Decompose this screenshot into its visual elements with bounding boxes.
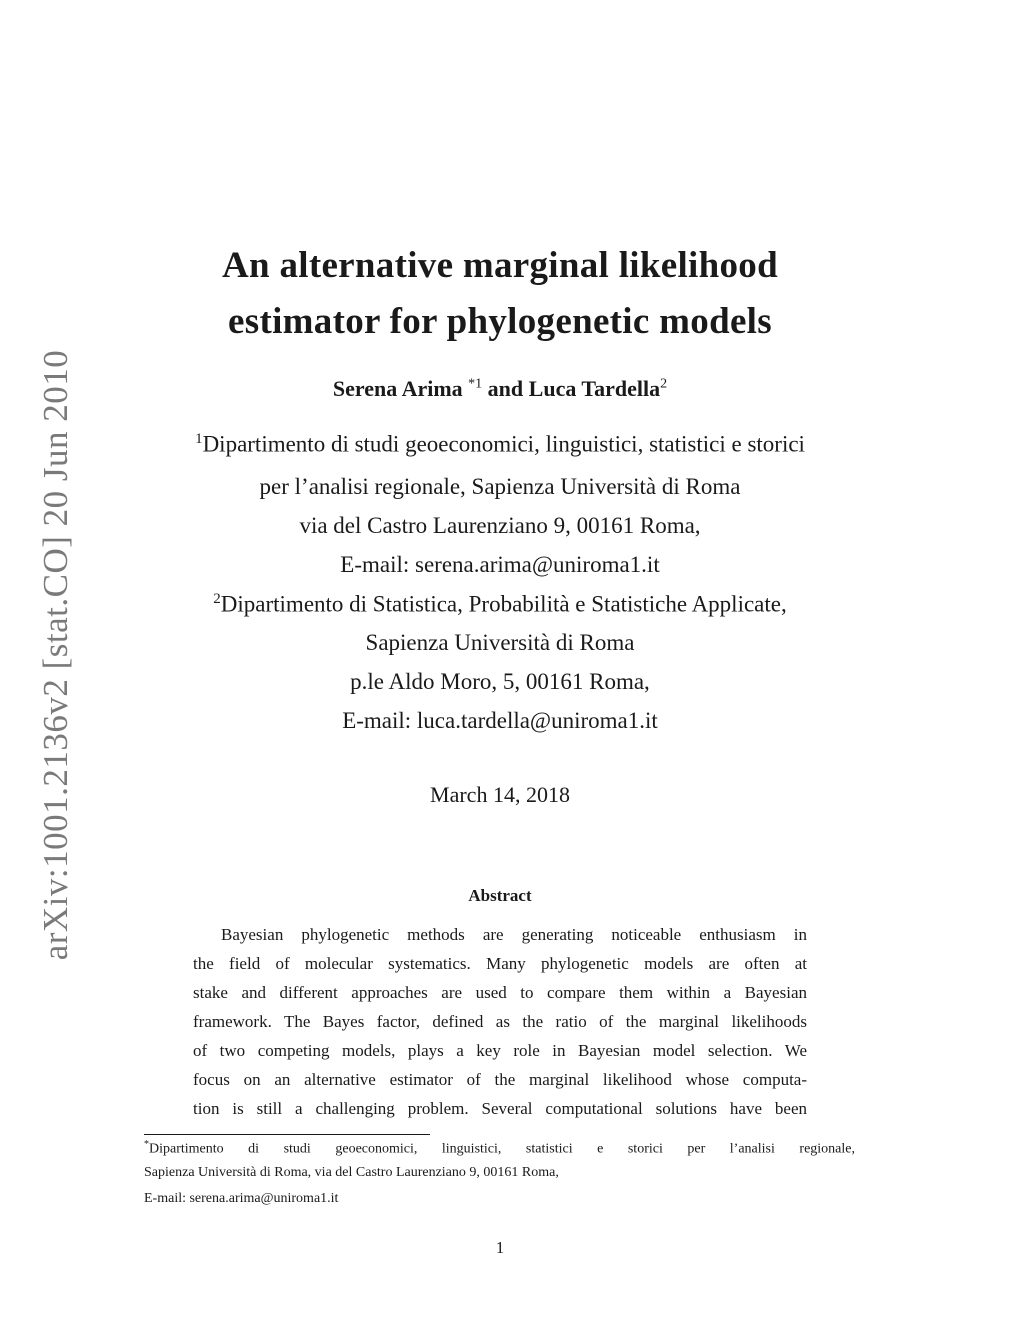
paper-title-line-1: An alternative marginal likelihood [222,245,778,286]
arxiv-identifier-stamp: arXiv:1001.2136v2 [stat.CO] 20 Jun 2010 [36,349,75,961]
affiliation-line: Sapienza Università di Roma [365,630,635,655]
abstract-line: focus on an alternative estimator of the marginal likelihood whose computa- [193,1070,807,1089]
footnote-line: Sapienza Università di Roma, via del Castro Laurenziano 9, 00161 Roma, [144,1165,559,1180]
affiliation-text: Dipartimento di Statistica, Probabilità e Statistiche Applicate, [220,591,787,617]
affiliation-line: p.le Aldo Moro, 5, 00161 Roma, [350,669,650,694]
author-affiliation-mark: *1 [468,376,483,392]
footnote-mark: * [144,1139,149,1150]
abstract-line: stake and different approaches are used to compare them within a Bayesian [193,983,807,1002]
footnote-line [144,1139,855,1158]
affiliation-email: E-mail: serena.arima@uniroma1.it [340,552,660,577]
abstract-line: the field of molecular systematics. Many phylogenetic models are often at [193,954,807,973]
abstract-line: Bayesian phylogenetic methods are generating noticeable enthusiasm in [221,925,807,944]
affiliation-line [0,591,1000,618]
footnote-rule [144,1134,430,1135]
affiliation-line: via del Castro Laurenziano 9, 00161 Roma, [299,513,701,538]
abstract-line: tion is still a challenging problem. Several computational solutions have been [193,1099,807,1118]
paper-title-line-2: estimator for phylogenetic models [228,301,772,342]
author-affiliation-mark: 2 [660,376,668,392]
author-name: Serena Arima [332,376,463,401]
footnote-text: Dipartimento di studi geoeconomici, linguistici, statistici e storici per l’analisi regionale, [149,1141,855,1157]
publication-date: March 14, 2018 [430,782,570,807]
page-number: 1 [495,1238,505,1257]
affiliation-mark: 1 [195,431,203,447]
affiliation-email: E-mail: luca.tardella@uniroma1.it [342,708,658,733]
abstract-line: of two competing models, plays a key role in Bayesian model selection. We [193,1041,807,1060]
affiliation-text: Dipartimento di studi geoeconomici, linguistici, statistici e storici [202,431,805,457]
author-name: Luca Tardella [528,376,661,401]
author-conjunction: and [487,376,524,401]
abstract-line: framework. The Bayes factor, defined as the ratio of the marginal likelihoods [193,1012,807,1031]
author-list [0,376,1000,402]
abstract-heading: Abstract [468,886,532,905]
affiliation-line: per l’analisi regionale, Sapienza Università di Roma [259,474,741,499]
affiliation-line [0,431,1000,458]
affiliation-mark: 2 [213,591,221,607]
footnote-email: E-mail: serena.arima@uniroma1.it [144,1191,339,1206]
